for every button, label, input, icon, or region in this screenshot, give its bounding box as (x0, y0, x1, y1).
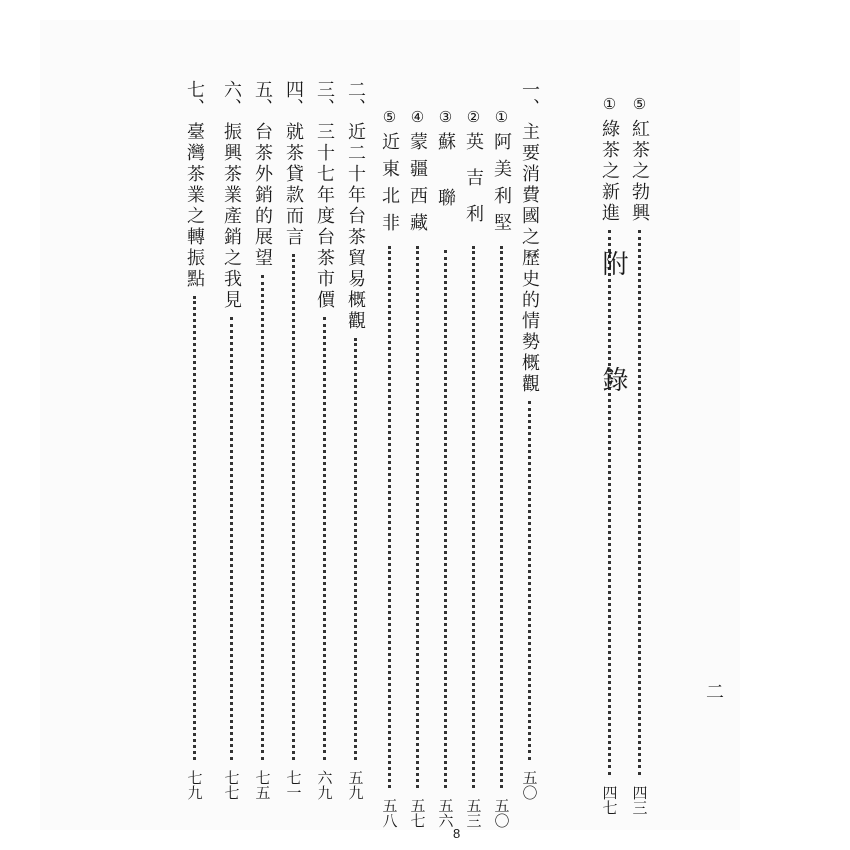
entry-title: 三十七年度台茶市價 (314, 122, 335, 311)
entry-page: 五〇 (492, 798, 511, 828)
entry-page: 四三 (630, 785, 649, 815)
entry-page: 七七 (222, 770, 241, 800)
toc-entry[interactable] (222, 80, 240, 800)
entry-title: 台茶外銷的展望 (252, 122, 273, 269)
entry-marker: 一、 (519, 80, 540, 116)
toc-entry[interactable] (436, 108, 454, 828)
toc-entry[interactable] (630, 95, 648, 815)
toc-entry[interactable] (253, 80, 271, 800)
entry-marker: 二、 (345, 80, 366, 116)
entry-title: 近東北非 (379, 132, 400, 240)
entry-title: 英吉利 (463, 132, 484, 240)
entry-marker: 六、 (221, 80, 242, 116)
book-page (40, 20, 740, 841)
entry-marker: ① (492, 108, 511, 126)
entry-marker: ② (464, 108, 483, 126)
dot-leader (444, 250, 447, 788)
entry-page: 四七 (600, 785, 619, 815)
dot-leader (261, 275, 264, 760)
entry-title: 蘇聯 (435, 132, 456, 244)
entry-title: 阿美利堅 (491, 132, 512, 240)
footer-page-number: 8 (453, 826, 461, 841)
entry-page: 五七 (408, 798, 427, 828)
dot-leader (193, 296, 196, 760)
dot-leader (354, 338, 357, 760)
entry-title: 近二十年台茶貿易概觀 (345, 122, 366, 332)
entry-page: 五〇 (520, 770, 539, 800)
entry-title: 主要消費國之歷史的情勢概觀 (519, 122, 540, 395)
toc-entry[interactable] (464, 108, 482, 828)
dot-leader (500, 246, 503, 788)
entry-page: 五六 (436, 798, 455, 828)
toc-entry[interactable] (380, 108, 398, 828)
entry-title: 綠茶之新進 (599, 119, 620, 224)
entry-page: 五八 (380, 798, 399, 828)
dot-leader (528, 401, 531, 760)
entry-page: 七一 (284, 770, 303, 800)
dot-leader (472, 246, 475, 788)
toc-entry[interactable] (284, 80, 302, 800)
dot-leader (388, 246, 391, 788)
dot-leader (323, 317, 326, 760)
toc-entry[interactable] (346, 80, 364, 800)
entry-marker: ⑤ (630, 95, 649, 113)
toc-entry[interactable] (315, 80, 333, 800)
entry-marker: ① (600, 95, 619, 113)
dot-leader (416, 246, 419, 788)
side-page-number: 二 (703, 682, 724, 700)
entry-page: 五三 (464, 798, 483, 828)
entry-title: 臺灣茶業之轉振點 (184, 122, 205, 290)
entry-page: 七九 (185, 770, 204, 800)
dot-leader (230, 317, 233, 760)
toc-entry[interactable] (492, 108, 510, 828)
dot-leader (638, 230, 641, 775)
entry-page: 七五 (253, 770, 272, 800)
entry-page: 六九 (315, 770, 334, 800)
entry-marker: 七、 (184, 80, 205, 116)
entry-marker: ④ (408, 108, 427, 126)
entry-title: 振興茶業產銷之我見 (221, 122, 242, 311)
toc-entry[interactable] (408, 108, 426, 828)
entry-marker: ③ (436, 108, 455, 126)
dot-leader (292, 254, 295, 760)
entry-title: 蒙疆西藏 (407, 132, 428, 240)
entry-title: 就茶貸款而言 (283, 122, 304, 248)
entry-marker: 三、 (314, 80, 335, 116)
entry-title: 紅茶之勃興 (629, 119, 650, 224)
entry-marker: ⑤ (380, 108, 399, 126)
entry-marker: 五、 (252, 80, 273, 116)
entry-page: 五九 (346, 770, 365, 800)
toc-entry[interactable] (520, 80, 538, 800)
section-heading: 附錄 (598, 250, 628, 482)
entry-marker: 四、 (283, 80, 304, 116)
toc-entry[interactable] (185, 80, 203, 800)
